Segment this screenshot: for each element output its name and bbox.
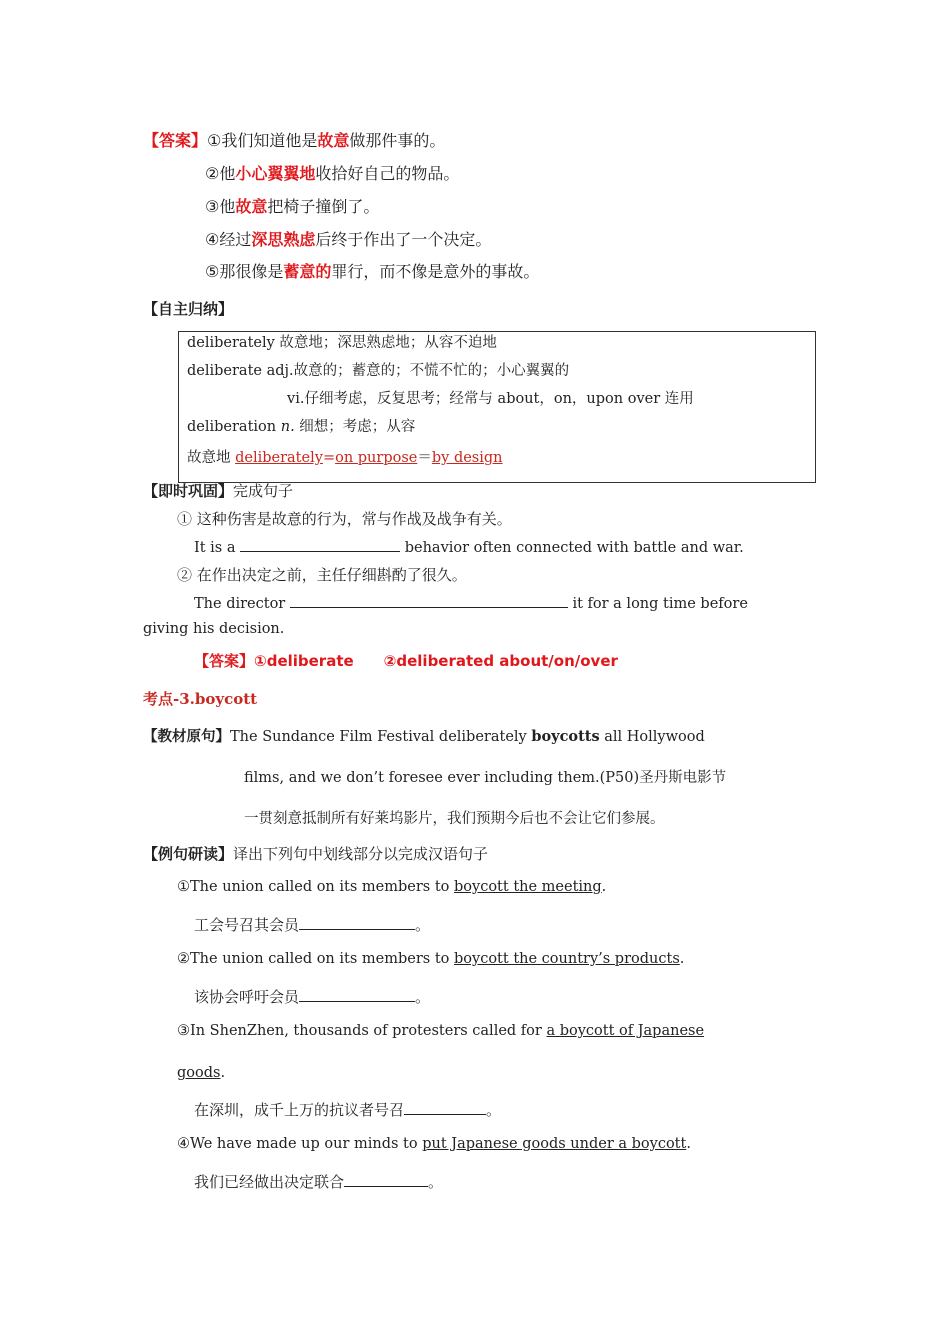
summary-line-4: deliberation n. 细想；考虑；从容: [187, 419, 416, 435]
example-3-en-cont: goods.: [177, 1065, 226, 1081]
examples-heading: 【例句研读】译出下列句中划线部分以完成汉语句子: [143, 845, 489, 863]
example-4-en: ④We have made up our minds to put Japanese goods under a boycott.: [177, 1136, 691, 1152]
summary-line-1: deliberately 故意地；深思熟虑地；从容不迫地: [187, 335, 497, 351]
example-2-en: ②The union called on its members to boycott the country’s products.: [177, 951, 685, 967]
textbook-line-3: 一贯刻意抵制所有好莱坞影片，我们预期今后也不会让它们参展。: [244, 811, 665, 827]
practice-q1-en: It is a behavior often connected with battle and war.: [194, 537, 744, 556]
blank: [240, 537, 400, 552]
example-1-zh: 工会号召其会员 。: [194, 916, 431, 934]
answer-line-4: ④经过深思熟虑后终于作出了一个决定。: [205, 230, 492, 249]
answer-line-1: 【答案】①我们知道他是故意做那件事的。: [143, 131, 446, 150]
summary-line-5: 故意地 deliberately=on purpose＝by design: [187, 450, 503, 466]
summary-line-3: vi.仔细考虑，反复思考；经常与 about，on，upon over 连用: [287, 391, 694, 407]
practice-q2: ② 在作出决定之前，主任仔细斟酌了很久。: [177, 566, 467, 584]
practice-q2-en-cont: giving his decision.: [143, 621, 285, 637]
example-2-zh: 该协会呼吁会员 。: [194, 988, 431, 1006]
textbook-line-1: 【教材原句】The Sundance Film Festival deliberately boycotts all Hollywood: [143, 728, 705, 745]
practice-heading: 【即时巩固】完成句子: [143, 482, 294, 500]
practice-q1: ① 这种伤害是故意的行为，常与作战及战争有关。: [177, 510, 512, 528]
blank: [344, 1172, 428, 1187]
answer-line-2: ②他小心翼翼地收拾好自己的物品。: [205, 164, 460, 183]
blank: [404, 1100, 486, 1115]
point-heading: 考点-3.boycott: [143, 690, 258, 708]
answer-line-5: ⑤那很像是蓄意的罪行，而不像是意外的事故。: [205, 262, 540, 281]
blank: [299, 915, 415, 930]
example-4-zh: 我们已经做出决定联合 。: [194, 1173, 444, 1191]
textbook-line-2: films, and we don’t foresee ever including them.(P50)圣丹斯电影节: [244, 770, 727, 786]
example-3-zh: 在深圳，成千上万的抗议者号召 。: [194, 1101, 502, 1119]
blank: [299, 987, 415, 1002]
practice-q2-en: The director it for a long time before: [194, 593, 748, 612]
summary-heading: 【自主归纳】: [143, 300, 234, 318]
blank: [290, 593, 568, 608]
answer-line-3: ③他故意把椅子撞倒了。: [205, 197, 380, 216]
practice-answer: 【答案】①deliberate ②deliberated about/on/over: [194, 652, 618, 670]
answer-tag: 【答案】: [143, 131, 208, 150]
summary-line-2: deliberate adj.故意的；蓄意的；不慌不忙的；小心翼翼的: [187, 363, 570, 379]
example-1-en: ①The union called on its members to boycott the meeting.: [177, 879, 607, 895]
example-3-en: ③In ShenZhen, thousands of protesters called for a boycott of Japanese: [177, 1023, 705, 1039]
